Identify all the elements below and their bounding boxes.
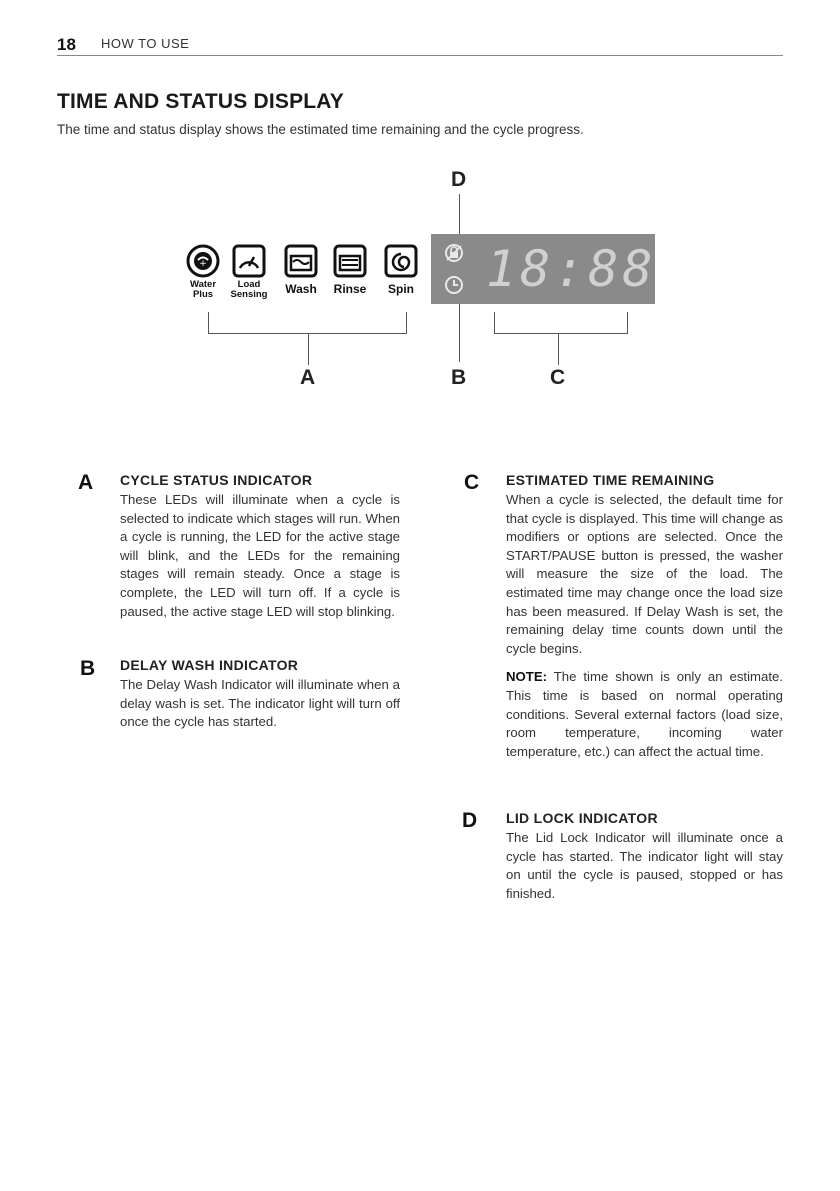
section-b: [120, 657, 400, 732]
section-c-letter: C: [464, 471, 480, 494]
section-d-letter: D: [462, 809, 478, 832]
water-plus-icon: [186, 244, 220, 278]
wash-label: Wash: [285, 282, 317, 296]
water-plus-label-line1: Water: [189, 279, 217, 290]
page-number: 18: [57, 35, 76, 54]
callout-b: B: [451, 366, 467, 389]
lid-lock-icon: [443, 242, 465, 264]
water-plus-label: [184, 280, 222, 300]
bracket-c-right: [627, 312, 628, 334]
bracket-c-left: [494, 312, 495, 334]
page-title: TIME AND STATUS DISPLAY: [57, 90, 344, 113]
section-a-body: These LEDs will illuminate when a cycle is selected to indicate which stages will run. When a cycle is running, the LED for the active stage will blink, and the LEDs for the remaining stages will remain steady. Once a stage is complete, the LED will turn off. If a cycle is paused, the active stage LED will stop blinking.: [120, 492, 400, 619]
section-d-body: The Lid Lock Indicator will illuminate once a cycle has started. The indicator light will stay on until the cycle is paused, stopped or has finished.: [506, 830, 783, 901]
wash-icon: [284, 244, 318, 278]
section-b-letter: B: [80, 657, 96, 680]
rinse-icon: [333, 244, 367, 278]
section-b-title: DELAY WASH INDICATOR: [120, 657, 299, 673]
water-plus-label-line2: Plus: [192, 289, 214, 300]
load-sensing-label-line1: Load: [237, 279, 261, 290]
delay-wash-icon: [443, 274, 465, 296]
spin-icon: [384, 244, 418, 278]
page-header: [57, 33, 783, 56]
leader-line-a: [308, 333, 309, 365]
section-c-title: ESTIMATED TIME REMAINING: [506, 472, 715, 488]
leader-line-d: [459, 194, 460, 236]
section-b-body: The Delay Wash Indicator will illuminate when a delay wash is set. The indicator light will turn off once the cycle has started.: [120, 677, 400, 730]
load-sensing-icon: [232, 244, 266, 278]
svg-text:+: +: [199, 259, 207, 269]
note-label: NOTE:: [506, 669, 548, 685]
time-display-panel: [431, 234, 655, 304]
section-d: [506, 810, 783, 903]
rinse-label: Rinse: [333, 282, 367, 296]
time-digits: 18:88: [486, 240, 657, 298]
intro-text: The time and status display shows the estimated time remaining and the cycle progress.: [57, 122, 584, 137]
section-a-letter: A: [78, 471, 94, 494]
section-c-paragraph: When a cycle is selected, the default time for that cycle is displayed. This time will change as modifiers or options are selected. Once the START/PAUSE button is pressed, the washer will measure the size of the load. The estimated time may change once the load size has been measured. If Delay Wash is set, the remaining delay time counts down until the cycle begins.: [506, 492, 783, 656]
load-sensing-label-line2: Sensing: [230, 289, 268, 300]
callout-c: C: [550, 366, 566, 389]
note-body: The time shown is only an estimate. This time is based on normal operating conditions. Several external factors (load size, room temperature, incoming water temperature, etc.) can affect the actual time.: [506, 669, 783, 759]
section-c-note: [506, 668, 783, 761]
section-label: HOW TO USE: [101, 36, 190, 51]
section-d-title: LID LOCK INDICATOR: [506, 810, 658, 826]
leader-line-b: [459, 304, 460, 362]
bracket-a-left: [208, 312, 209, 334]
section-a-title: CYCLE STATUS INDICATOR: [120, 472, 313, 488]
spin-label: Spin: [388, 282, 414, 296]
load-sensing-label: [228, 280, 270, 300]
callout-d: D: [451, 168, 467, 191]
leader-line-c: [558, 333, 559, 365]
section-c: [506, 472, 783, 771]
bracket-c-bottom: [494, 333, 628, 334]
section-a: [120, 472, 400, 621]
callout-a: A: [300, 366, 316, 389]
bracket-a-right: [406, 312, 407, 334]
section-c-body: [506, 491, 783, 761]
control-panel-diagram: [0, 160, 840, 400]
